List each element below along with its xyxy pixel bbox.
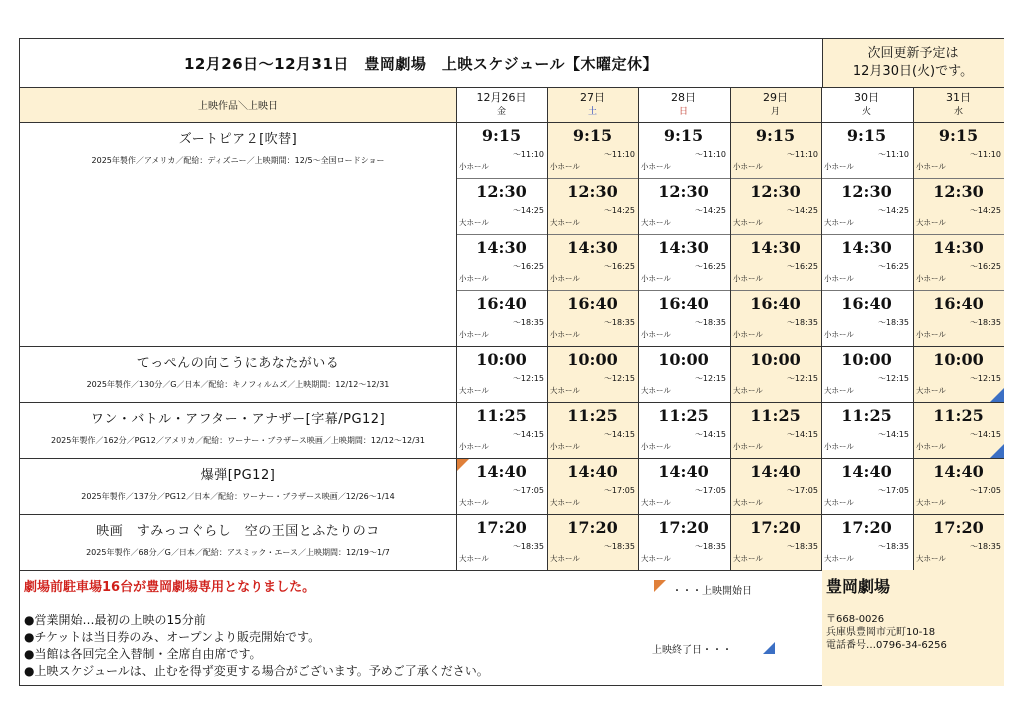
movie-info [20,122,456,346]
showtime-start: 14:40 [476,462,527,481]
hall-name: 大ホール [824,498,854,507]
theater-name: 豊岡劇場 [826,577,891,596]
hall-name: 小ホール [824,162,854,171]
showtime-end: ～18:35 [512,542,544,551]
hall-name: 小ホール [916,442,946,451]
showtime-end: ～12:15 [969,374,1001,383]
movie-title: 映画 すみっコぐらし 空の王国とふたりのコ [96,524,380,539]
showtime-end: ～14:15 [877,430,909,439]
hall-name: 小ホール [733,442,763,451]
hall-name: 大ホール [733,498,763,507]
hall-name: 小ホール [733,162,763,171]
hall-name: 大ホール [733,218,763,227]
day-header [821,87,912,122]
showtime-end: ～11:10 [969,150,1001,159]
showtime-end: ～16:25 [694,262,726,271]
hall-name: 小ホール [459,162,489,171]
hall-name: 大ホール [550,554,580,563]
showtime-cell [547,122,638,178]
showtime-cell [638,178,729,234]
hall-name: 大ホール [916,218,946,227]
showtime-end: ～12:15 [603,374,635,383]
movie-title: ズートピア２[吹替] [178,132,298,147]
row-divider [20,402,1004,403]
showtime-start: 11:25 [567,406,618,425]
next-update-line2: 12月30日(火)です。 [852,64,974,79]
showtime-start: 10:00 [658,350,709,369]
hall-name: 大ホール [459,386,489,395]
showtime-cell [638,290,729,346]
hall-name: 大ホール [641,498,671,507]
hall-name: 大ホール [916,498,946,507]
showtime-end: ～18:35 [969,542,1001,551]
showtime-end: ～17:05 [603,486,635,495]
hall-name: 大ホール [550,218,580,227]
theater-phone: 電話番号…0796-34-6256 [826,640,947,651]
showtime-start: 14:40 [567,462,618,481]
showtime-cell [638,234,729,290]
row-divider [20,346,1004,347]
showtime-cell [730,234,821,290]
showtime-start: 14:30 [476,238,527,257]
showtime-cell [913,514,1004,570]
hall-name: 大ホール [733,386,763,395]
showtime-start: 12:30 [750,182,801,201]
showtime-end: ～12:15 [694,374,726,383]
showtime-cell [456,234,547,290]
showtime-cell [456,346,547,402]
hall-name: 小ホール [916,274,946,283]
movie-info [20,346,456,402]
hall-name: 大ホール [916,386,946,395]
showtime-end: ～14:15 [512,430,544,439]
showtime-end: ～17:05 [694,486,726,495]
showtime-cell [913,346,1004,402]
hall-name: 大ホール [824,218,854,227]
showtime-end: ～18:35 [969,318,1001,327]
column-divider [821,87,822,570]
day-date: 12月26日 [476,90,527,104]
showtime-cell [730,178,821,234]
day-date: 29日 [763,90,788,104]
hall-name: 大ホール [459,554,489,563]
hall-name: 大ホール [916,554,946,563]
hall-name: 小ホール [459,274,489,283]
showtime-end: ～12:15 [512,374,544,383]
hall-name: 小ホール [459,330,489,339]
column-divider [913,87,914,570]
showtime-cell [913,178,1004,234]
showtime-end: ～14:15 [694,430,726,439]
next-update-box [822,39,1004,87]
movie-title: てっぺんの向こうにあなたがいる [136,356,340,371]
showtime-start: 9:15 [572,126,613,145]
showtime-end: ～14:25 [969,206,1001,215]
showtime-cell [821,290,912,346]
hall-name: 小ホール [733,330,763,339]
showtime-start: 9:15 [663,126,704,145]
showtime-end: ～14:15 [603,430,635,439]
row-divider [20,122,1004,123]
hall-name: 小ホール [641,274,671,283]
theater-address: 兵庫県豊岡市元町10-18 [826,627,936,638]
showtime-end: ～11:10 [786,150,818,159]
showtime-cell [913,290,1004,346]
column-divider [822,39,823,87]
start-day-marker-icon [456,458,470,472]
row-divider [20,87,1004,88]
day-header [913,87,1004,122]
showtime-end: ～16:25 [603,262,635,271]
showtime-start: 16:40 [933,294,984,313]
showtime-end: ～14:15 [786,430,818,439]
showtime-end: ～18:35 [694,318,726,327]
column-divider [547,87,548,570]
showtime-start: 11:25 [476,406,527,425]
note-tickets: ●チケットは当日券のみ、オープンより販売開始です。 [24,630,321,644]
theater-postal: 〒668-0026 [826,614,885,625]
showtime-end: ～14:25 [877,206,909,215]
showtime-end: ～17:05 [512,486,544,495]
showtime-start: 14:30 [658,238,709,257]
showtime-start: 17:20 [750,518,801,537]
showtime-start: 16:40 [841,294,892,313]
day-header [730,87,821,122]
hall-name: 小ホール [550,330,580,339]
showtime-cell [547,458,638,514]
showtime-start: 12:30 [933,182,984,201]
parking-notice: 劇場前駐車場16台が豊岡劇場専用となりました。 [24,580,316,595]
showtime-start: 17:20 [841,518,892,537]
showtime-cell [456,458,547,514]
showtime-cell [730,122,821,178]
movie-info [20,402,456,458]
theater-info-box [822,570,1004,686]
showtime-cell [456,122,547,178]
hall-name: 小ホール [733,274,763,283]
showtime-cell [821,402,912,458]
showtime-cell [730,514,821,570]
showtime-cell [456,178,547,234]
hall-name: 大ホール [641,554,671,563]
showtime-start: 9:15 [755,126,796,145]
showtime-cell [547,346,638,402]
showtime-start: 9:15 [938,126,979,145]
movie-detail: 2025年製作／137分／PG12／日本／配給：ワーナー・ブラザース映画／12/26～1/14 [81,492,395,501]
showtime-start: 12:30 [567,182,618,201]
showtime-start: 17:20 [476,518,527,537]
showtime-cell [547,514,638,570]
showtime-end: ～18:35 [512,318,544,327]
showtime-start: 14:40 [933,462,984,481]
showtime-start: 10:00 [750,350,801,369]
showtime-start: 10:00 [841,350,892,369]
showtime-end: ～17:05 [786,486,818,495]
showtime-start: 10:00 [476,350,527,369]
showtime-start: 9:15 [846,126,887,145]
next-update-line1: 次回更新予定は [867,46,959,61]
showtime-end: ～18:35 [877,542,909,551]
note-schedule-change: ●上映スケジュールは、止むを得ず変更する場合がございます。予めご了承ください。 [24,664,489,678]
hall-name: 大ホール [824,386,854,395]
hall-name: 大ホール [733,554,763,563]
showtime-end: ～18:35 [786,542,818,551]
hall-name: 小ホール [550,442,580,451]
column-divider [638,87,639,570]
end-day-marker-icon [990,444,1004,458]
showtime-end: ～14:25 [512,206,544,215]
showtime-end: ～11:10 [603,150,635,159]
day-header [456,87,547,122]
hall-name: 小ホール [641,330,671,339]
hall-name: 大ホール [459,218,489,227]
day-weekday: 金 [496,106,506,117]
hall-name: 小ホール [824,330,854,339]
showtime-start: 12:30 [476,182,527,201]
showtime-cell [638,346,729,402]
showtime-cell [821,234,912,290]
showtime-start: 14:40 [841,462,892,481]
hall-name: 小ホール [550,274,580,283]
end-day-marker-icon [990,388,1004,402]
day-weekday: 月 [770,106,780,117]
movie-title: 爆弾[PG12] [200,468,276,483]
showtime-cell [730,458,821,514]
day-date: 31日 [946,90,971,104]
showtime-start: 17:20 [567,518,618,537]
showtime-start: 10:00 [933,350,984,369]
day-date: 27日 [580,90,605,104]
showtime-start: 10:00 [567,350,618,369]
showtime-cell [821,122,912,178]
movie-detail: 2025年製作／130分／G／日本／配給：キノフィルムズ／上映期間：12/12～12/31 [86,380,390,389]
showtime-cell [547,234,638,290]
showtime-start: 14:30 [750,238,801,257]
movie-title: ワン・バトル・アフター・アナザー[字幕/PG12] [90,412,386,427]
hall-name: 小ホール [459,442,489,451]
hall-name: 小ホール [824,274,854,283]
showtime-cell [547,290,638,346]
hall-name: 大ホール [641,386,671,395]
showtime-start: 16:40 [476,294,527,313]
hall-name: 大ホール [550,386,580,395]
showtime-cell [730,346,821,402]
page-title: 12月26日～12月31日 豊岡劇場 上映スケジュール【木曜定休】 [183,54,659,73]
showtime-start: 12:30 [841,182,892,201]
showtime-cell [821,178,912,234]
schedule-sheet [19,38,1004,686]
showtime-end: ～14:25 [694,206,726,215]
showtime-end: ～18:35 [877,318,909,327]
showtime-end: ～18:35 [694,542,726,551]
showtime-start: 16:40 [567,294,618,313]
showtime-end: ～11:10 [877,150,909,159]
day-weekday: 土 [587,106,597,117]
showtime-end: ～16:25 [969,262,1001,271]
day-header [638,87,729,122]
movie-column-header: 上映作品＼上映日 [20,87,456,122]
showtime-cell [913,234,1004,290]
legend-start-day: ・・・上映開始日 [672,586,752,597]
hall-name: 大ホール [459,498,489,507]
column-divider [730,87,731,570]
end-day-marker-icon [763,642,775,654]
showtime-cell [547,178,638,234]
showtime-start: 16:40 [658,294,709,313]
showtime-start: 14:40 [750,462,801,481]
showtime-start: 16:40 [750,294,801,313]
showtime-start: 11:25 [841,406,892,425]
hall-name: 小ホール [824,442,854,451]
hall-name: 小ホール [916,330,946,339]
showtime-cell [456,290,547,346]
showtime-cell [821,346,912,402]
hall-name: 小ホール [916,162,946,171]
showtime-end: ～18:35 [786,318,818,327]
note-seating: ●当館は各回完全入替制・全席自由席です。 [24,647,262,661]
showtime-end: ～18:35 [603,318,635,327]
hall-name: 小ホール [550,162,580,171]
showtime-end: ～17:05 [877,486,909,495]
day-weekday: 日 [678,106,688,117]
showtime-start: 11:25 [750,406,801,425]
hall-name: 大ホール [824,554,854,563]
showtime-end: ～12:15 [877,374,909,383]
showtime-end: ～14:25 [786,206,818,215]
showtime-end: ～11:10 [694,150,726,159]
movie-detail: 2025年製作／68分／G／日本／配給：アスミック・エース／上映期間：12/19～1/7 [86,548,390,557]
legend-end-day: 上映終了日・・・ [652,645,732,656]
showtime-start: 14:40 [658,462,709,481]
showtime-cell [638,122,729,178]
day-weekday: 水 [953,106,963,117]
row-divider [20,514,1004,515]
showtime-cell [913,402,1004,458]
showtime-end: ～12:15 [786,374,818,383]
column-divider [456,87,457,570]
hall-name: 小ホール [641,162,671,171]
row-divider [20,458,1004,459]
showtime-start: 11:25 [933,406,984,425]
day-date: 30日 [854,90,879,104]
showtime-start: 14:30 [933,238,984,257]
movie-info [20,514,456,570]
hall-name: 小ホール [641,442,671,451]
showtime-end: ～16:25 [512,262,544,271]
showtime-start: 17:20 [658,518,709,537]
showtime-cell [456,514,547,570]
showtime-start: 14:30 [567,238,618,257]
day-weekday: 火 [861,106,871,117]
showtime-end: ～17:05 [969,486,1001,495]
showtime-end: ～14:15 [969,430,1001,439]
day-date: 28日 [671,90,696,104]
showtime-start: 11:25 [658,406,709,425]
showtime-end: ～11:10 [512,150,544,159]
showtime-start: 17:20 [933,518,984,537]
movie-detail: 2025年製作／162分／PG12／アメリカ／配給：ワーナー・ブラザース映画／上映期間：12/12～12/31 [51,436,425,445]
showtime-cell [547,402,638,458]
showtime-end: ～14:25 [603,206,635,215]
showtime-start: 14:30 [841,238,892,257]
showtime-cell [913,122,1004,178]
showtime-cell [730,290,821,346]
showtime-start: 12:30 [658,182,709,201]
movie-info [20,458,456,514]
day-header [547,87,638,122]
movie-detail: 2025年製作／アメリカ／配給：ディズニー／上映期間：12/5～全国ロードショー [91,156,385,165]
showtime-end: ～16:25 [786,262,818,271]
start-day-marker-icon [654,580,666,592]
showtime-cell [730,402,821,458]
showtime-end: ～16:25 [877,262,909,271]
showtime-cell [456,402,547,458]
showtime-cell [821,514,912,570]
showtime-cell [638,514,729,570]
showtime-cell [638,402,729,458]
showtime-cell [821,458,912,514]
hall-name: 大ホール [550,498,580,507]
note-opening-time: ●営業開始…最初の上映の15分前 [24,613,206,627]
hall-name: 大ホール [641,218,671,227]
showtime-start: 9:15 [481,126,522,145]
showtime-cell [638,458,729,514]
showtime-end: ～18:35 [603,542,635,551]
showtime-cell [913,458,1004,514]
